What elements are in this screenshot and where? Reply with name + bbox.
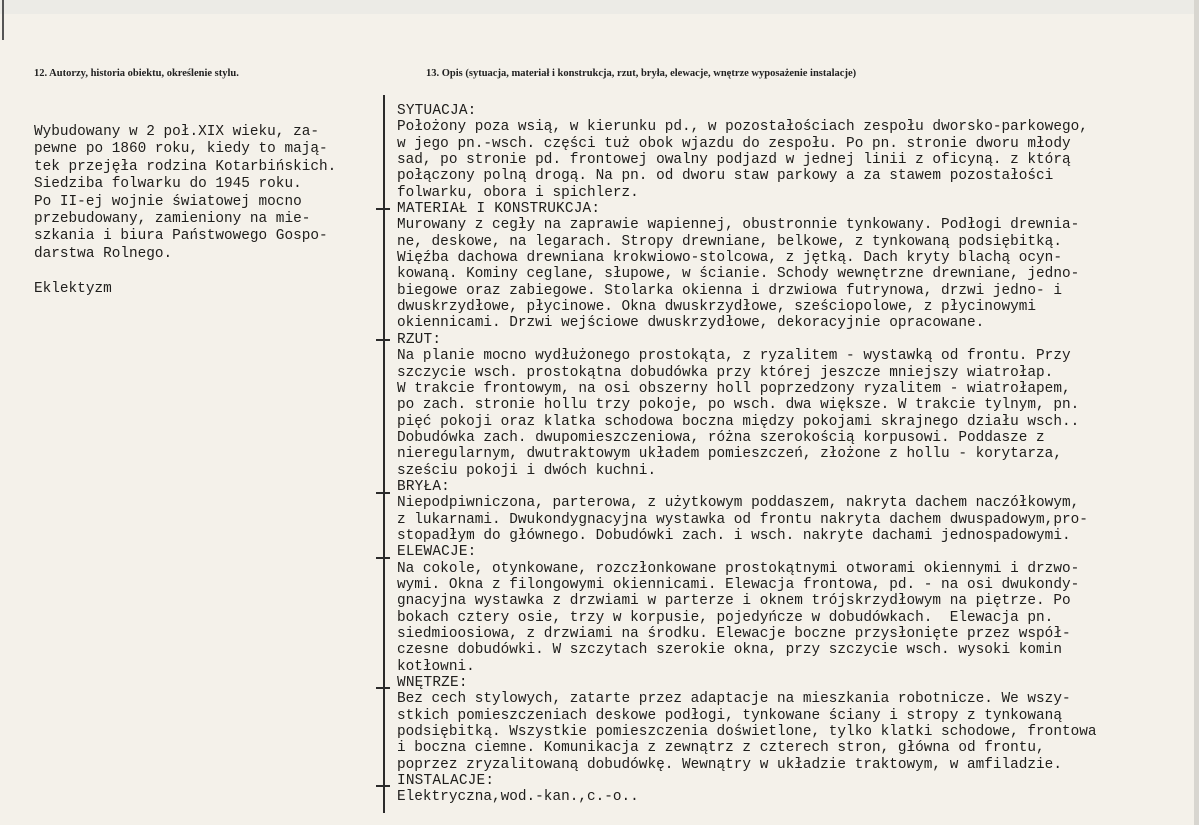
description-line: połączony polną drogą. Na pn. od dworu staw parkowy a za stawem pozostałości xyxy=(397,168,1054,185)
description-line: Niepodpiwniczona, parterowa, z użytkowym poddaszem, nakryta dachem naczółkowym, xyxy=(397,495,1080,512)
description-line: ne, deskowe, na legarach. Stropy drewniane, belkowe, z tynkowaną podsiębitką. xyxy=(397,233,1062,250)
divider-tick xyxy=(376,557,390,559)
history-line: szkania i biura Państwowego Gospo- xyxy=(34,228,328,245)
field-12-header: 12. Autorzy, historia obiektu, określenie stylu. xyxy=(34,68,239,79)
description-line: folwarku, obora i spichlerz. xyxy=(397,184,639,201)
description-line: Na planie mocno wydłużonego prostokąta, z ryzalitem - wystawką od frontu. Przy xyxy=(397,348,1071,365)
description-line: Murowany z cegły na zaprawie wapiennej, obustronnie tynkowany. Podłogi drewnia- xyxy=(397,217,1080,234)
section-heading: MATERIAŁ I KONSTRUKCJA: xyxy=(397,201,601,218)
punch-mark xyxy=(2,0,4,40)
description-line: Położony poza wsią, w kierunku pd., w pozostałościach zespołu dworsko-parkowego, xyxy=(397,119,1088,136)
divider-tick xyxy=(376,687,390,689)
description-line: szczycie wsch. prostokątna dobudówka przy której jeszcze mniejszy wiatrołap. xyxy=(397,364,1054,381)
history-style-text xyxy=(34,124,379,298)
divider-tick xyxy=(376,208,390,210)
description-line: w jego pn.-wsch. części tuż obok wjazdu do zespołu. Po pn. stronie dworu młody xyxy=(397,135,1071,152)
description-line: wymi. Okna z filongowymi okiennicami. Elewacja frontowa, pd. - na osi dwukondy- xyxy=(397,576,1080,593)
description-line: kowaną. Kominy ceglane, słupowe, w ścianie. Schody wewnętrzne drewniane, jedno- xyxy=(397,266,1080,283)
description-line: Na cokole, otynkowane, rozczłonkowane prostokątnymi otworami okiennymi i drzwo- xyxy=(397,560,1080,577)
history-line: przebudowany, zamieniony na mie- xyxy=(34,211,311,228)
description-line: Elektryczna,wod.-kan.,c.-o.. xyxy=(397,789,639,806)
description-line: kotłowni. xyxy=(397,658,475,675)
description-line: pięć pokoji oraz klatka schodowa boczna między pokojami skrajnego działu wsch.. xyxy=(397,413,1080,430)
description-line: po zach. stronie hollu trzy pokoje, po wsch. dwa większe. W trakcie tylnym, pn. xyxy=(397,397,1080,414)
description-line: sześciu pokoji i dwóch kuchni. xyxy=(397,462,657,479)
divider-tick xyxy=(376,492,390,494)
section-heading: BRYŁA: xyxy=(397,478,451,495)
description-line: stopadłym do głównego. Dobudówki zach. i wsch. nakryte dachami jednospadowymi. xyxy=(397,527,1071,544)
divider-tick xyxy=(376,339,390,341)
description-line: z lukarnami. Dwukondygnacyjna wystawka od frontu nakryta dachem dwuspadowym,pro- xyxy=(397,511,1088,528)
description-line: podsiębitką. Wszystkie pomieszczenia doświetlone, tylko klatki schodowe, frontowa xyxy=(397,724,1097,741)
description-line: dwuskrzydłowe, płycinowe. Okna dwuskrzydłowe, sześciopolowe, z płycinowymi xyxy=(397,299,1037,316)
field-13-header: 13. Opis (sytuacja, materiał i konstrukcja, rzut, bryła, elewacje, wnętrze wyposażenie instalacje) xyxy=(426,68,857,79)
description-line: nieregularnym, dwutraktowym układem pomieszczeń, złożone z hollu - korytarza, xyxy=(397,446,1062,463)
divider-tick xyxy=(376,785,390,787)
history-line: Eklektyzm xyxy=(34,280,112,297)
top-strip xyxy=(0,0,1199,14)
description-line: gnacyjna wystawka z drzwiami w parterze i oknem trójskrzydłowym na piętrze. Po xyxy=(397,593,1071,610)
description-line: W trakcie frontowym, na osi obszerny holl poprzedzony ryzalitem - wiatrołapem, xyxy=(397,380,1071,397)
history-line: Siedziba folwarku do 1945 roku. xyxy=(34,176,302,193)
history-line: Wybudowany w 2 poł.XIX wieku, za- xyxy=(34,124,319,140)
description-line: czesne dobudówki. W szczytach szerokie okna, przy szczycie wsch. wysoki komin xyxy=(397,642,1062,659)
section-heading: INSTALACJE: xyxy=(397,773,495,790)
history-line: Po II-ej wojnie światowej mocno xyxy=(34,193,302,210)
description-line: i boczna ciemne. Komunikacja z zewnątrz z czterech stron, główna od frontu, xyxy=(397,740,1045,757)
description-line: Dobudówka zach. dwupomieszczeniowa, różna szerokością korpusowi. Poddasze z xyxy=(397,429,1045,446)
section-heading: WNĘTRZE: xyxy=(397,675,468,692)
description-text xyxy=(397,103,1195,806)
section-heading: ELEWACJE: xyxy=(397,544,477,561)
history-line xyxy=(34,263,379,280)
section-heading: SYTUACJA: xyxy=(397,103,477,119)
description-line: stkich pomieszczeniach deskowe podłogi, tynkowane ściany i stropy z tynkowaną xyxy=(397,707,1062,724)
section-heading: RZUT: xyxy=(397,331,442,348)
description-line: Bez cech stylowych, zatarte przez adaptacje na mieszkania robotnicze. We wszy- xyxy=(397,691,1071,708)
description-line: Więźba dachowa drewniana krokwiowo-stolcowa, z jętką. Dach kryty blachą ocyn- xyxy=(397,250,1062,267)
history-line: darstwa Rolnego. xyxy=(34,245,173,262)
description-line: okiennicami. Drzwi wejściowe dwuskrzydłowe, dekoracyjnie opracowane. xyxy=(397,315,985,332)
history-line: tek przejęła rodzina Kotarbińskich. xyxy=(34,158,337,175)
history-line: pewne po 1860 roku, kiedy to mają- xyxy=(34,141,328,158)
description-line: biegowe oraz zabiegowe. Stolarka okienna i drzwiowa futrynowa, drzwi jedno- i xyxy=(397,282,1062,299)
description-line: poprzez zryzalitowaną dobudówkę. Wewnątry w układzie traktowym, w amfiladzie. xyxy=(397,756,1062,773)
description-line: bokach cztery osie, trzy w korpusie, pojedyńcze w dobudówkach. Elewacja pn. xyxy=(397,609,1054,626)
description-line: sad, po stronie pd. frontowej owalny podjazd w jednej linii z oficyną. z którą xyxy=(397,152,1071,169)
description-line: siedmioosiowa, z drzwiami na środku. Elewacje boczne przysłonięte przez współ- xyxy=(397,626,1071,642)
column-divider xyxy=(383,95,385,813)
